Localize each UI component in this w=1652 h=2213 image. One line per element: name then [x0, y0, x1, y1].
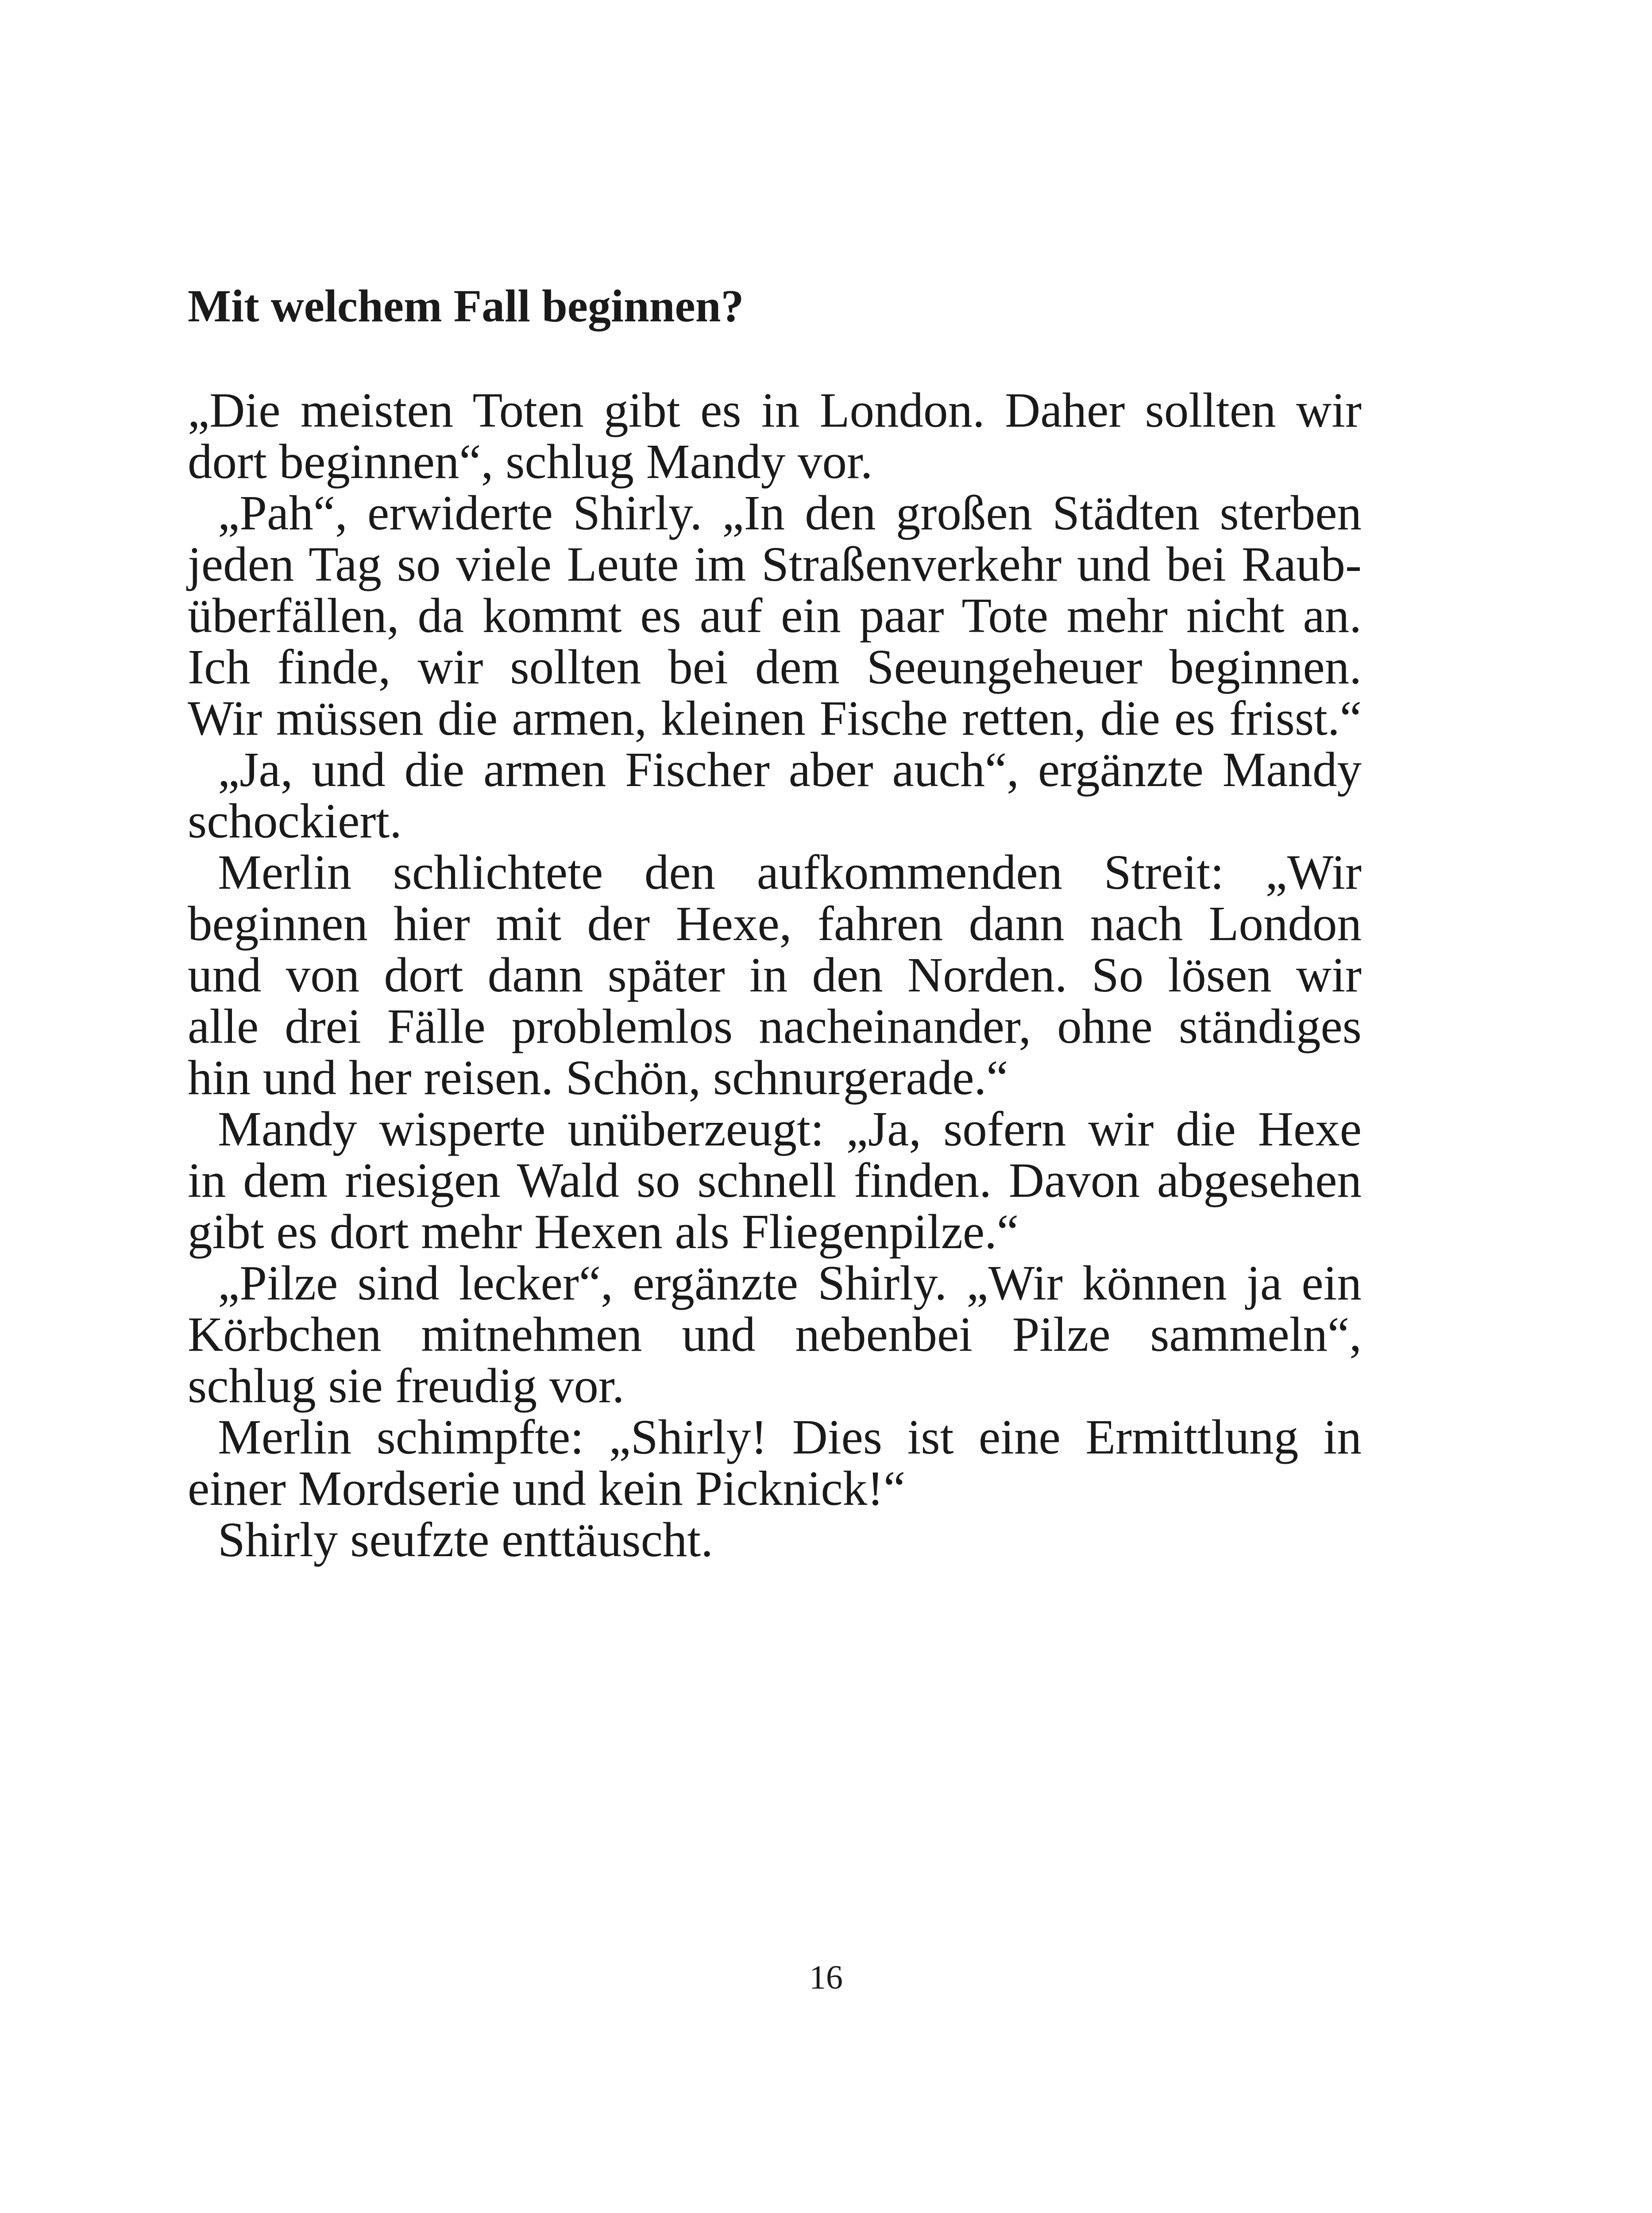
text-line: schlug sie freudig vor. [188, 1359, 625, 1413]
text-line: Wir müssen die armen, kleinen Fische retten, die es frisst.“ [188, 691, 1362, 746]
text-line: Mandy wisperte unüberzeugt: „Ja, sofern wir die Hexe [218, 1102, 1362, 1157]
page-number: 16 [809, 1959, 843, 1996]
text-line: dort beginnen“, schlug Mandy vor. [188, 435, 873, 489]
text-line: „Pah“, erwiderte Shirly. „In den großen Städten sterben [218, 486, 1362, 540]
chapter-heading: Mit welchem Fall beginnen? [188, 281, 744, 332]
text-line: „Ja, und die armen Fischer aber auch“, ergänzte Mandy [218, 743, 1362, 797]
text-line: Shirly seufzte enttäuscht. [218, 1513, 713, 1567]
text-line: „Die meisten Toten gibt es in London. Daher sollten wir [188, 383, 1362, 438]
text-line: gibt es dort mehr Hexen als Fliegenpilze.“ [188, 1205, 1019, 1259]
text-line: jeden Tag so viele Leute im Straßenverkehr und bei Raub- [188, 537, 1362, 592]
text-line: alle drei Fälle problemlos nacheinander, ohne ständiges [188, 999, 1362, 1054]
body-text [188, 385, 1362, 1566]
text-line: „Pilze sind lecker“, ergänzte Shirly. „Wir können ja ein [218, 1256, 1362, 1311]
text-line: Merlin schimpfte: „Shirly! Dies ist eine Ermittlung in [218, 1410, 1362, 1465]
text-line: Körbchen mitnehmen und nebenbei Pilze sammeln“, [188, 1307, 1362, 1362]
text-line: Ich finde, wir sollten bei dem Seeungeheuer beginnen. [188, 640, 1362, 694]
text-line: einer Mordserie und kein Picknick!“ [188, 1461, 906, 1516]
text-line: beginnen hier mit der Hexe, fahren dann nach London [188, 897, 1362, 951]
text-line: Merlin schlichtete den aufkommenden Streit: „Wir [218, 845, 1362, 900]
text-line: überfällen, da kommt es auf ein paar Tote mehr nicht an. [188, 589, 1362, 643]
text-line: in dem riesigen Wald so schnell finden. Davon abgesehen [188, 1153, 1362, 1208]
text-line: hin und her reisen. Schön, schnurgerade.“ [188, 1051, 1008, 1105]
text-line: und von dort dann später in den Norden. So lösen wir [188, 948, 1362, 1002]
text-line: schockiert. [188, 794, 402, 848]
